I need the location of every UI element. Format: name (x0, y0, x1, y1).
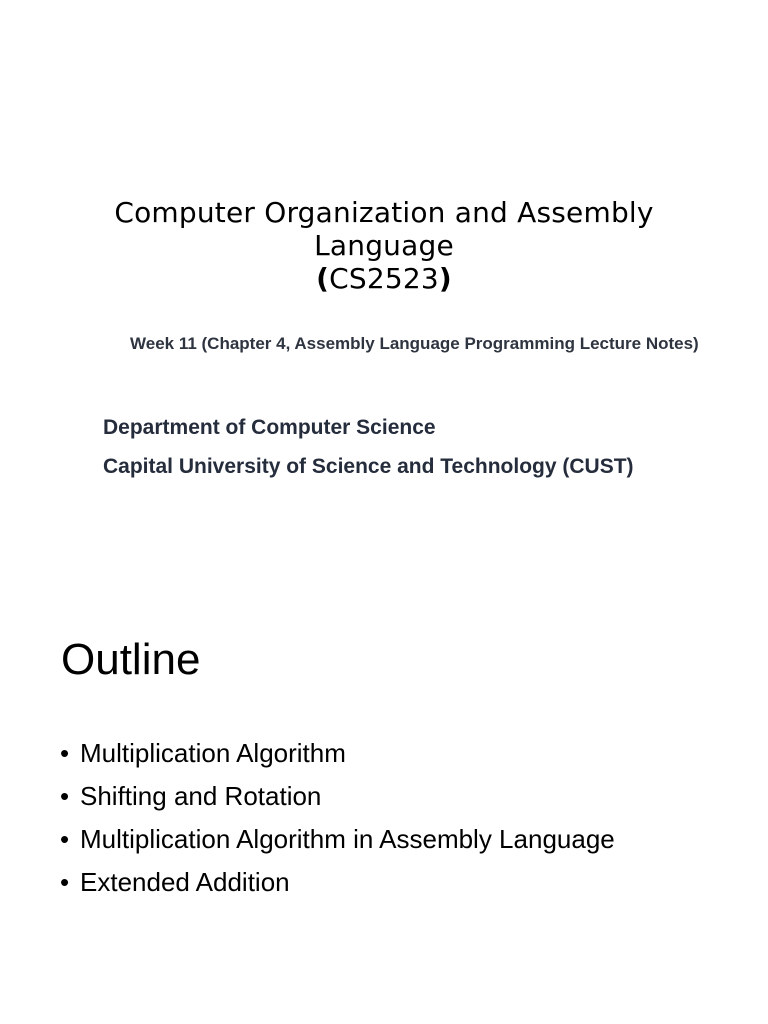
list-item-text: Extended Addition (80, 867, 290, 897)
bullet-icon: • (60, 867, 70, 897)
list-item-text: Shifting and Rotation (80, 781, 322, 811)
course-code-line (60, 262, 708, 295)
list-item (60, 818, 615, 861)
bullet-icon: • (60, 738, 70, 768)
list-item (60, 732, 615, 775)
university-name: Capital University of Science and Technology (CUST) (103, 455, 634, 478)
course-code: CS2523 (329, 262, 439, 295)
list-item-text: Multiplication Algorithm (80, 738, 346, 768)
course-title-line-2: Language (314, 229, 454, 262)
open-paren: ( (316, 262, 330, 295)
bullet-icon: • (60, 781, 70, 811)
list-item-text: Multiplication Algorithm in Assembly Language (80, 824, 615, 854)
close-paren: ) (438, 262, 452, 295)
department-name: Department of Computer Science (103, 416, 436, 439)
course-title-line-1: Computer Organization and Assembly (114, 196, 654, 229)
week-subtitle: Week 11 (Chapter 4, Assembly Language Programming Lecture Notes) (130, 334, 699, 353)
bullet-icon: • (60, 824, 70, 854)
list-item (60, 861, 615, 904)
course-title (60, 196, 708, 295)
outline-slide (0, 512, 768, 1024)
outline-list (60, 732, 615, 904)
list-item (60, 775, 615, 818)
outline-title: Outline (61, 635, 201, 684)
